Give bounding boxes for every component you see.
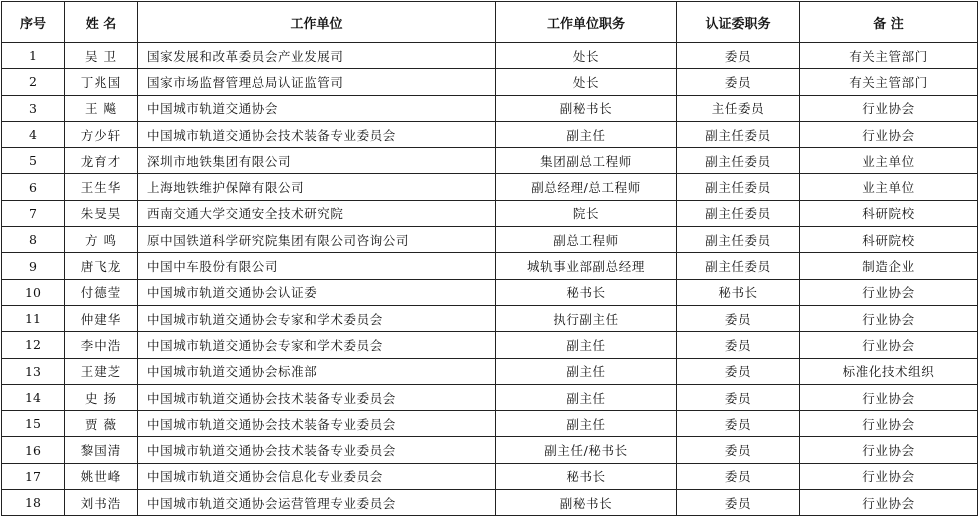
- cell-remarks: 行业协会: [800, 384, 978, 410]
- table-row: [2, 174, 978, 200]
- cell-unit-position: 副秘书长: [496, 490, 677, 516]
- cell-serial-number: 17: [2, 463, 65, 489]
- committee-member-table: [1, 1, 978, 516]
- cell-unit-position: 副主任: [496, 384, 677, 410]
- cell-name: 方少轩: [65, 121, 138, 147]
- header-work-unit: 工作单位: [138, 2, 496, 43]
- cell-unit-position: 副主任: [496, 411, 677, 437]
- cell-work-unit: 中国城市轨道交通协会认证委: [138, 279, 496, 305]
- cell-serial-number: 16: [2, 437, 65, 463]
- cell-committee-role: 委员: [677, 332, 800, 358]
- cell-remarks: 业主单位: [800, 148, 978, 174]
- cell-name: 龙育才: [65, 148, 138, 174]
- cell-remarks: 行业协会: [800, 490, 978, 516]
- table-row: [2, 358, 978, 384]
- cell-work-unit: 国家市场监督管理总局认证监管司: [138, 69, 496, 95]
- cell-committee-role: 副主任委员: [677, 121, 800, 147]
- cell-remarks: 行业协会: [800, 332, 978, 358]
- cell-work-unit: 中国城市轨道交通协会技术装备专业委员会: [138, 384, 496, 410]
- cell-serial-number: 3: [2, 95, 65, 121]
- cell-unit-position: 副主任: [496, 358, 677, 384]
- committee-member-table-page: [1, 1, 977, 519]
- cell-name: 刘书浩: [65, 490, 138, 516]
- cell-remarks: 制造企业: [800, 253, 978, 279]
- table-header-row: [2, 2, 978, 43]
- table-row: [2, 200, 978, 226]
- cell-serial-number: 4: [2, 121, 65, 147]
- cell-remarks: 行业协会: [800, 437, 978, 463]
- cell-committee-role: 副主任委员: [677, 227, 800, 253]
- cell-name: 仲建华: [65, 305, 138, 331]
- cell-unit-position: 城轨事业部副总经理: [496, 253, 677, 279]
- cell-serial-number: 7: [2, 200, 65, 226]
- cell-name: 黎国清: [65, 437, 138, 463]
- cell-committee-role: 委员: [677, 43, 800, 69]
- cell-committee-role: 委员: [677, 463, 800, 489]
- cell-unit-position: 院长: [496, 200, 677, 226]
- cell-work-unit: 原中国铁道科学研究院集团有限公司咨询公司: [138, 227, 496, 253]
- cell-name: 唐飞龙: [65, 253, 138, 279]
- table-body: [2, 43, 978, 516]
- cell-name: 史 扬: [65, 384, 138, 410]
- table-row: [2, 253, 978, 279]
- table-row: [2, 69, 978, 95]
- cell-work-unit: 中国城市轨道交通协会专家和学术委员会: [138, 305, 496, 331]
- cell-name: 王 飚: [65, 95, 138, 121]
- cell-serial-number: 8: [2, 227, 65, 253]
- cell-unit-position: 集团副总工程师: [496, 148, 677, 174]
- cell-serial-number: 11: [2, 305, 65, 331]
- cell-committee-role: 委员: [677, 305, 800, 331]
- cell-unit-position: 副秘书长: [496, 95, 677, 121]
- table-row: [2, 227, 978, 253]
- cell-committee-role: 副主任委员: [677, 200, 800, 226]
- table-row: [2, 411, 978, 437]
- cell-name: 姚世峰: [65, 463, 138, 489]
- cell-remarks: 行业协会: [800, 279, 978, 305]
- cell-serial-number: 13: [2, 358, 65, 384]
- cell-committee-role: 委员: [677, 411, 800, 437]
- cell-serial-number: 9: [2, 253, 65, 279]
- cell-unit-position: 副主任: [496, 332, 677, 358]
- header-remarks: 备 注: [800, 2, 978, 43]
- cell-remarks: 行业协会: [800, 95, 978, 121]
- cell-remarks: 科研院校: [800, 227, 978, 253]
- cell-unit-position: 副总工程师: [496, 227, 677, 253]
- cell-work-unit: 国家发展和改革委员会产业发展司: [138, 43, 496, 69]
- table-row: [2, 305, 978, 331]
- header-name: 姓 名: [65, 2, 138, 43]
- cell-work-unit: 中国城市轨道交通协会运营管理专业委员会: [138, 490, 496, 516]
- table-row: [2, 95, 978, 121]
- cell-remarks: 业主单位: [800, 174, 978, 200]
- cell-unit-position: 执行副主任: [496, 305, 677, 331]
- cell-work-unit: 中国中车股份有限公司: [138, 253, 496, 279]
- cell-name: 贾 薇: [65, 411, 138, 437]
- cell-remarks: 行业协会: [800, 411, 978, 437]
- cell-remarks: 行业协会: [800, 121, 978, 147]
- cell-work-unit: 上海地铁维护保障有限公司: [138, 174, 496, 200]
- header-unit-position: 工作单位职务: [496, 2, 677, 43]
- cell-remarks: 行业协会: [800, 463, 978, 489]
- cell-name: 吴 卫: [65, 43, 138, 69]
- cell-serial-number: 10: [2, 279, 65, 305]
- cell-name: 方 鸣: [65, 227, 138, 253]
- cell-remarks: 有关主管部门: [800, 43, 978, 69]
- header-serial-number: 序号: [2, 2, 65, 43]
- cell-committee-role: 委员: [677, 69, 800, 95]
- cell-committee-role: 委员: [677, 384, 800, 410]
- cell-unit-position: 秘书长: [496, 279, 677, 305]
- cell-work-unit: 中国城市轨道交通协会技术装备专业委员会: [138, 437, 496, 463]
- table-row: [2, 332, 978, 358]
- cell-name: 王建芝: [65, 358, 138, 384]
- table-row: [2, 463, 978, 489]
- table-row: [2, 121, 978, 147]
- cell-committee-role: 委员: [677, 490, 800, 516]
- cell-remarks: 有关主管部门: [800, 69, 978, 95]
- cell-committee-role: 副主任委员: [677, 148, 800, 174]
- cell-serial-number: 6: [2, 174, 65, 200]
- table-row: [2, 148, 978, 174]
- cell-serial-number: 14: [2, 384, 65, 410]
- table-row: [2, 43, 978, 69]
- cell-unit-position: 处长: [496, 69, 677, 95]
- cell-unit-position: 副主任: [496, 121, 677, 147]
- cell-serial-number: 2: [2, 69, 65, 95]
- cell-committee-role: 委员: [677, 358, 800, 384]
- cell-name: 李中浩: [65, 332, 138, 358]
- cell-work-unit: 中国城市轨道交通协会标准部: [138, 358, 496, 384]
- cell-name: 王生华: [65, 174, 138, 200]
- cell-remarks: 标准化技术组织: [800, 358, 978, 384]
- table-row: [2, 437, 978, 463]
- cell-committee-role: 副主任委员: [677, 253, 800, 279]
- table-row: [2, 490, 978, 516]
- header-committee-role: 认证委职务: [677, 2, 800, 43]
- cell-unit-position: 秘书长: [496, 463, 677, 489]
- cell-name: 丁兆国: [65, 69, 138, 95]
- cell-committee-role: 主任委员: [677, 95, 800, 121]
- cell-committee-role: 委员: [677, 437, 800, 463]
- cell-committee-role: 秘书长: [677, 279, 800, 305]
- cell-serial-number: 18: [2, 490, 65, 516]
- cell-name: 朱旻昊: [65, 200, 138, 226]
- cell-serial-number: 15: [2, 411, 65, 437]
- cell-serial-number: 12: [2, 332, 65, 358]
- cell-unit-position: 副主任/秘书长: [496, 437, 677, 463]
- cell-work-unit: 中国城市轨道交通协会: [138, 95, 496, 121]
- cell-name: 付德莹: [65, 279, 138, 305]
- cell-work-unit: 中国城市轨道交通协会技术装备专业委员会: [138, 411, 496, 437]
- cell-work-unit: 中国城市轨道交通协会信息化专业委员会: [138, 463, 496, 489]
- cell-serial-number: 1: [2, 43, 65, 69]
- cell-work-unit: 深圳市地铁集团有限公司: [138, 148, 496, 174]
- cell-unit-position: 副总经理/总工程师: [496, 174, 677, 200]
- cell-work-unit: 中国城市轨道交通协会技术装备专业委员会: [138, 121, 496, 147]
- cell-work-unit: 中国城市轨道交通协会专家和学术委员会: [138, 332, 496, 358]
- cell-serial-number: 5: [2, 148, 65, 174]
- cell-work-unit: 西南交通大学交通安全技术研究院: [138, 200, 496, 226]
- cell-remarks: 科研院校: [800, 200, 978, 226]
- cell-remarks: 行业协会: [800, 305, 978, 331]
- cell-unit-position: 处长: [496, 43, 677, 69]
- table-row: [2, 279, 978, 305]
- cell-committee-role: 副主任委员: [677, 174, 800, 200]
- table-row: [2, 384, 978, 410]
